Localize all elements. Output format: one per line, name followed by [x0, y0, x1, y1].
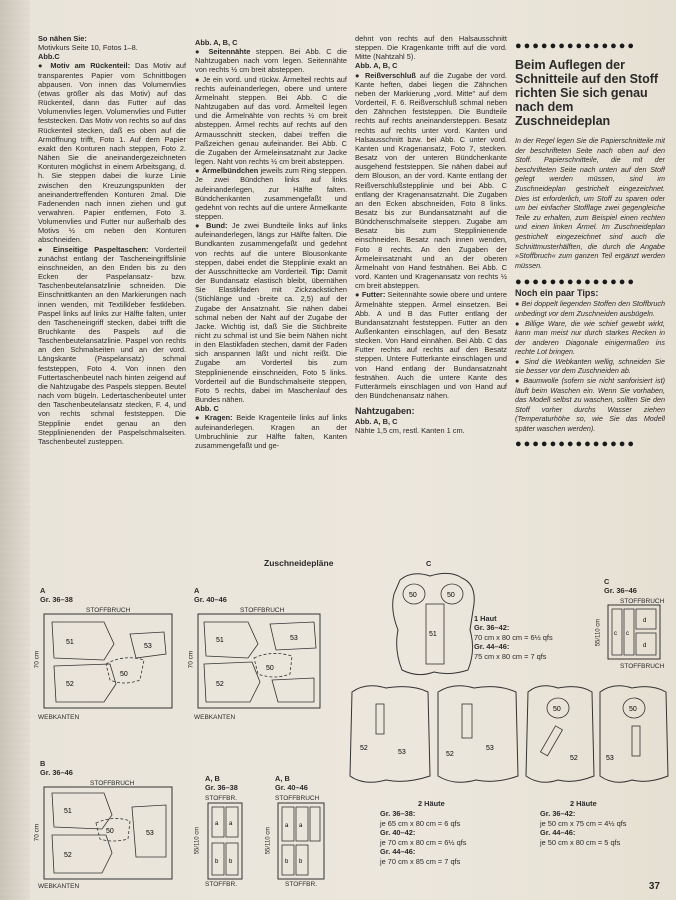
- c-one-hide-value1: 70 cm x 80 cm = 6½ qfs: [474, 633, 553, 642]
- plan-c-hide-drawing: [390, 570, 480, 678]
- plan-c-letter: C: [426, 559, 432, 568]
- plan-b-fold: STOFFBRUCH: [90, 780, 135, 787]
- cutting-plans-title: Zuschneidepläne: [264, 558, 334, 568]
- abb-label-2: Abb. A, B, C: [195, 38, 238, 47]
- plan-ab1-size: Gr. 36–38: [205, 783, 238, 792]
- plan-c-right-size: Gr. 36–46: [604, 586, 637, 595]
- c-two-hides-left-size2: Gr. 40–42:: [380, 828, 416, 837]
- svg-text:50: 50: [106, 828, 114, 835]
- cuffs-label: Ärmelbündchen: [201, 166, 259, 176]
- svg-text:53: 53: [144, 643, 152, 650]
- svg-text:53: 53: [146, 830, 154, 837]
- tip-text: Damit der Bundansatz elastisch bleibt, übernähen Sie Elastikfaden mit Zickzackstichen (Stichlänge und -breite ca. 2,5) auf der Zugabe der Ansatznaht. Sie nähen dabei schmal neben der Naht auf der Zugabe der Jacke. Wichtig ist, daß Sie die Stichbreite nicht zu schmal ist und Sie beim Nähen nicht in den Elastikfaden stechen, damit der Faden sich anspannen läßt und nicht reißt. Die Zugabe am Vorderteil bis zum Stepplinienende einschneiden, Foto 5 links. Vorderteil auf die Bundschmalseite steppen, Foto 5 rechts, dabei im Maschenlauf des Bundes nähen.: [195, 266, 347, 405]
- plan-a2-size: Gr. 40–46: [194, 595, 227, 604]
- collar-text: Beide Kragenteile links auf links aufeinanderlegen. Kragen an der Umbruchlinie zur Hälfte falten, Kanten zusammengefaßt und ge-: [195, 413, 347, 450]
- plan-c-two-hides-left: [346, 680, 524, 788]
- plan-c-right-fold: STOFFBRUCH: [620, 598, 665, 605]
- plan-b-width: 70 cm: [33, 823, 41, 842]
- plan-a2-letter: A: [194, 586, 200, 595]
- zipper-label: Reißverschluß: [364, 70, 416, 80]
- c-one-hide-size2: Gr. 44–46:: [474, 642, 510, 651]
- svg-text:a: a: [215, 821, 219, 827]
- c-two-hides-right-value1: je 50 cm x 75 cm = 4½ qfs: [540, 819, 627, 828]
- c-two-hides-left-value3: je 70 cm x 85 cm = 7 qfs: [380, 857, 461, 866]
- seam-allowance-abb: Abb. A, B, C: [355, 417, 398, 427]
- dot-divider-bottom: ●●●●●●●●●●●●●●: [515, 437, 637, 450]
- svg-text:a: a: [299, 823, 303, 829]
- plan-ab2-size: Gr. 40–46: [275, 783, 308, 792]
- plan-a1-size: Gr. 36–38: [40, 595, 73, 604]
- svg-text:50: 50: [266, 665, 274, 672]
- collar-continued: dehnt von rechts auf den Halsausschnitt steppen. Die Kragenkante trifft auf die vord. Mitte (Nahtzahl 5).: [355, 34, 507, 62]
- plan-a2-drawing: [198, 614, 322, 710]
- c-two-hides-left-title: 2 Häute: [418, 799, 445, 808]
- side-seams-text: steppen. Bei Abb. C die Nahtzugaben nach vorn legen. Seitennähte von rechts ½ cm breit absteppen.: [195, 47, 347, 75]
- c-two-hides-left-value1: je 65 cm x 80 cm = 6 qfs: [380, 819, 461, 828]
- tip-2: Billige Ware, die wie schief gewebt wirkt, kann man meist nur durch starkes Recken in der anderen Diagonale einigermaßen ins rechte Lot bringen.: [515, 318, 665, 357]
- course-ref: Motivkurs Seite 10, Fotos 1–8.: [38, 43, 138, 53]
- svg-text:52: 52: [64, 852, 72, 859]
- column-4: ●●●●●●●●●●●●●● Beim Auflegen der Schnitteile auf den Stoff richten Sie sich genau nach dem Zuschneideplan In der Regel legen Sie die Papierschnitteile mit der beschrifteten Seite nach oben auf den Stoff. Papierschnitteile, die mit der beschrifteten Seite nach unten auf den Stoff gelegt werden müssen, sind im Zuschneideplan gestrichelt eingezeichnet. Dies ist erforderlich, um Stoff zu sparen oder um bei einfacher Stofflage zwei gegengleiche Teile zu erhalten, zum Beispiel einen rechten und einen linken Ärmel. Im Zuschneideplan gestrichelt eingezeichnet sind auch die Schnittmusterhälften, die durch die Angabe »Stoffbruch« zum ganzen Teil ergänzt werden müssen. ●●●●●●●●●●●●●● Noch ein paar Tips: ● Bei doppelt liegenden Stoffen den Stoffbruch unbedingt vor dem Zuschneiden ausbügeln. ● Billige Ware, die wie schief gewebt wirkt, kann man meist nur durch starkes Recken in der anderen Diagonale einigermaßen ins rechte Lot bringen. ● Sind die Webkanten wellig, schneiden Sie sie besser vor dem Zuschneiden ab. ● Baumwolle (sofern sie nicht sanforisiert ist) läuft beim Waschen ein. Wenn Sie vorhaben, das Modell selbst zu waschen, sollten Sie den Stoff vorher durchs Wasser ziehen (Temperaturhöhe so, wie Sie das Modell später waschen werden). ●●●●●●●●●●●●●●: [515, 40, 665, 450]
- tip-3: Sind die Webkanten wellig, schneiden Sie sie besser vor dem Zuschneiden ab.: [515, 356, 665, 376]
- side-seams-label: Seitennähte: [208, 47, 251, 57]
- cutting-intro: In der Regel legen Sie die Papierschnitteile mit der beschrifteten Seite nach oben auf den Stoff. Papierschnitteile, die mit der beschrifteten Seite nach unten auf den Stoff gelegt werden müssen, sind im Zuschneideplan gestrichelt eingezeichnet. Dies ist erforderlich, um Stoff zu sparen oder um bei einfacher Stofflage zwei gegengleiche Teile zu erhalten, zum Beispiel einen rechten und einen linken Ärmel. Im Zuschneideplan gestrichelt eingezeichnet sind auch die Schnittmusterhälften, die durch die Angabe »Stoffbruch« zum ganzen Teil ergänzt werden müssen.: [515, 136, 665, 270]
- svg-text:53: 53: [398, 749, 406, 756]
- svg-text:50: 50: [447, 592, 455, 599]
- lining-label: Futter:: [361, 290, 386, 300]
- svg-text:50: 50: [120, 671, 128, 678]
- sew-heading: So nähen Sie:: [38, 34, 87, 43]
- plan-ab1-letter: A, B: [205, 774, 220, 783]
- plan-a2-fold: STOFFBRUCH: [240, 607, 285, 614]
- svg-text:c: c: [614, 631, 617, 637]
- svg-text:50: 50: [553, 706, 561, 713]
- seam-allowance-heading: Nahtzugaben:: [355, 406, 415, 417]
- c-one-hide-title: 1 Haut: [474, 614, 497, 623]
- c-two-hides-left-value2: je 70 cm x 80 cm = 6½ qfs: [380, 838, 467, 847]
- svg-text:52: 52: [216, 681, 224, 688]
- abb-c-label: Abb. C: [195, 404, 219, 414]
- plan-c-right-width: 55/110 cm: [595, 618, 602, 647]
- pocket-label: Einseitige Paspeltaschen:: [53, 244, 149, 254]
- seam-allowance-text: Nähte 1,5 cm, restl. Kanten 1 cm.: [355, 426, 465, 436]
- cuffs-text: jeweils zum Ring steppen. Je zwei Bündchen links auf links aufeinanderlegen, zur Hälfte falten. Bündchenkanten zusammengefaßt und gedehnt von rechts auf die untere Ärmelkante steppen.: [195, 166, 347, 221]
- plan-a1-edge: WEBKANTEN: [38, 714, 80, 721]
- pocket-text: Vorderteil zunächst entlang der Tascheneingriffslinie einschneiden, an den Enden bis zu den Ecken der Paspelansatz- bzw. Taschenbeutelansatzlinie schneiden. Die Einschnittkanten an den Markierungen nach innen wenden, mit Textilkleber festkleben. Paspel links auf links zur Hälfte falten, unter den Tascheneingriff stecken, dabei trifft die Bruchkante des Paspels auf die Taschenbeutelansatzlinie. Paspel von rechts an den Schmalseiten und an der vord. Längskante (Paspelansatz) schmal feststeppen, Foto 4. Von innen den Futtertaschenbeutel nach hinten zeigend auf die Nahtzugabe des Paspels steppen. Beutel nach vorn bügeln. Ledertaschenbeutel unter den Taschenbeutelansatz stecken, F. 4, und von rechts schmal feststeppen. Die Stepplinie endet genau an den Stepplinienenden der Paspelschmalseiten. Taschenbeutel zusteppen.: [38, 244, 186, 446]
- plan-a1-letter: A: [40, 586, 46, 595]
- tip-4: Baumwolle (sofern sie nicht sanforisiert ist) läuft beim Waschen ein. Wenn Sie vorhaben, das Modell selbst zu waschen, sollten Sie den Stoff vorher durchs Wasser ziehen (Temperaturhöhe so, wie Sie das Modell später waschen werden).: [515, 376, 665, 434]
- zipper-text: auf die Zugabe der vord. Kante heften, dabei liegen die Zähnchen neben der Markierung „vord. Mitte" auf dem Vorderteil, F. 6. Reißverschluß schmal neben den Zähnchen feststeppen. Die Bundteile rechts auf rechts aneinandersteppen. Besatz rechts auf rechts unter vord. Kanten und Halsausschnitt bzw. bei Abb. C unter vord. Kanten und Kragenansatz, Foto 7, stecken. Besatz von der unteren Bündchenkante ausgehend feststeppen. Sie nähen dabei auf dem Blouson, an der vord. Kante entlang der Reißverschlußstepplinie und bei Abb. C entlang der Kragenansatznaht. Die Zugaben an den Ecken abschneiden, Foto 8 links. Besatz bis zur Bundansatznaht auf die Bündchenschmalseite steppen. Zugabe am Besatz bis zum Stepplinienende einschneiden. Besatz nach innen wenden, Foto 8 rechts. An den Zugaben der Ärmeleinsatznaht und an der oberen Ärmelnaht von Hand festnähen. Bei Abb. C vord. Kanten und Kragenansatz von rechts ½ cm breit absteppen.: [355, 70, 507, 291]
- svg-text:53: 53: [486, 745, 494, 752]
- tips-heading: Noch ein paar Tips:: [515, 288, 599, 299]
- svg-text:51: 51: [429, 631, 437, 638]
- tip-1: Bei doppelt liegenden Stoffen den Stoffbruch unbedingt vor dem Zuschneiden ausbügeln.: [515, 299, 665, 318]
- sleeve-text: Je ein vord. und rückw. Ärmelteil rechts auf rechts aufeinanderlegen, obere und untere Ärmelnaht steppen. Bei Abb. C die Nahtzugaben auf das vord. Ärmelteil legen und die Ärmelnähte von rechts ½ cm breit absteppen. Ärmel rechts auf rechts auf den Armausschnitt stecken, dabei treffen die Paßzeichen genau aufeinander. Bei Abb. C die Zugaben der Ärmeleinsatznaht zur Jacke legen. Naht von rechts ½ cm breit absteppen.: [195, 74, 347, 167]
- c-two-hides-right-size2: Gr. 44–46:: [540, 828, 576, 837]
- svg-text:d: d: [643, 618, 647, 624]
- piece-51: 51: [66, 639, 74, 646]
- svg-text:53: 53: [290, 635, 298, 642]
- svg-text:a: a: [285, 823, 289, 829]
- plan-b-size: Gr. 36–46: [40, 768, 73, 777]
- waistband-text: Je zwei Bundteile links auf links aufeinanderlegen, längs zur Hälfte falten. Die Bundkanten zusammengefaßt und gedehnt von rechts auf die untere Blousonkante steppen, dabei endet die Stepplinie exakt an der Ausschnittecke am Vorderteil.: [195, 221, 347, 276]
- svg-text:50: 50: [409, 592, 417, 599]
- svg-text:d: d: [643, 643, 647, 649]
- svg-text:a: a: [229, 821, 233, 827]
- lining-text: Seitennähte sowie obere und untere Ärmelnähte steppen. Ärmel einsetzen. Bei Abb. A und B das Futter entlang der Bundansatznaht feststeppen. Futter an den Außenkanten einschlagen, auf den Besatz stecken. Von Hand einnähen. Bei Abb. C das Futter rechts auf rechts auf den Besatz steppen. Untere Futterkante einschlagen und von Hand entlang der Bundansatznaht festnähen. Auch die untere Kante des Futterärmels einschlagen und von Hand auf den Bündchenansatz nähen.: [355, 290, 507, 401]
- plan-a1-drawing: [44, 614, 174, 710]
- plan-ab2-fold2: STOFFBR.: [285, 881, 318, 888]
- svg-text:50: 50: [629, 706, 637, 713]
- svg-text:52: 52: [570, 755, 578, 762]
- svg-text:52: 52: [66, 681, 74, 688]
- plan-ab2-drawing: [278, 803, 326, 881]
- c-two-hides-left-size3: Gr. 44–46:: [380, 847, 416, 856]
- cutting-title: Beim Auflegen der Schnitteile auf den Stoff richten Sie sich genau nach dem Zuschneideplan: [515, 58, 659, 128]
- plan-c-two-hides-right: [522, 680, 670, 788]
- binding-margin: [0, 0, 30, 900]
- waistband-label: Bund:: [206, 221, 228, 231]
- plan-c-right-drawing: [608, 605, 662, 661]
- plan-b-edge: WEBKANTEN: [38, 883, 80, 890]
- plan-c-right-fold2: STOFFBRUCH: [620, 663, 665, 670]
- plan-ab1-drawing: [208, 803, 244, 881]
- c-one-hide-value2: 75 cm x 80 cm = 7 qfs: [474, 652, 547, 661]
- c-one-hide-size1: Gr. 36–42:: [474, 623, 510, 632]
- plan-a1-width: 70 cm: [33, 650, 41, 669]
- plan-ab2-fold: STOFFBRUCH: [275, 795, 320, 802]
- plan-a2-edge: WEBKANTEN: [194, 714, 236, 721]
- svg-text:b: b: [285, 859, 289, 865]
- plan-ab1-fold2: STOFFBR.: [205, 881, 238, 888]
- abb-label-3: Abb. A, B, C: [355, 61, 398, 71]
- page-number: 37: [648, 881, 660, 892]
- tip-label: Tip:: [311, 266, 325, 276]
- svg-text:52: 52: [446, 751, 454, 758]
- plan-b-drawing: [44, 787, 174, 881]
- dot-divider-top: ●●●●●●●●●●●●●●: [515, 40, 637, 52]
- column-1: So nähen Sie: Motivkurs Seite 10, Fotos 1–8. Abb.C ● Motiv am Rückenteil: Das Motiv auf transparentes Papier vom Schnittbogen abpausen. Von innen das Volumenvlies (etwas größer als das Motiv) auf das Rückenteil, dann das Futter auf das Volumenvlies legen. Volumenvlies und Futter feststecken. Das Motiv von rechts so auf das Rückenteil stecken, daß es oben auf die Armöffnung trifft, Foto 1. Auf dem Papier exakt den Konturen nach steppen, Foto 2. Nähen Sie die aneinandergezeichneten Konturen möglichst in einem Arbeitsgang, d. h. Sie steppen dabei die kurze Linie zwischen den Kreuzungspunkten der aneinandertreffenden Konturen 2mal. Die Fadenenden nach innen ziehen und gut verwahren. Papier entfernen, Foto 3. Volumenvlies und Futter nur außerhalb des Motivs ½ cm neben den Konturen abschneiden. ● Einseitige Paspeltaschen: Vorderteil zunächst entlang der Tascheneingriffslinie einschneiden, an den Enden bis zu den Ecken der Paspelansatz- bzw. Taschenbeutelansatzlinie schneiden. Die Einschnittkanten an den Markierungen nach innen wenden, mit Textilkleber festkleben. Paspel links auf links zur Hälfte falten, unter den Tascheneingriff stecken, dabei trifft die Bruchkante des Paspels auf die Taschenbeutelansatzlinie. Paspel von rechts an den Schmalseiten und an der vord. Längskante (Paspelansatz) schmal feststeppen, Foto 4. Von innen den Futtertaschenbeutel nach hinten zeigend auf die Nahtzugabe des Paspels steppen. Beutel nach vorn bügeln. Ledertaschenbeutel unter den Taschenbeutelansatz stecken, F. 4, und von rechts schmal feststeppen. Die Stepplinie endet genau an den Stepplinienenden der Paspelschmalseiten. Taschenbeutel zusteppen.: [38, 34, 186, 446]
- column-2: Abb. A, B, C ● Seitennähte steppen. Bei Abb. C die Nahtzugaben nach vorn legen. Seitennähte von rechts ½ cm breit absteppen. ● Je ein vord. und rückw. Ärmelteil rechts auf rechts aufeinanderlegen, obere und untere Ärmelnaht steppen. Bei Abb. C die Nahtzugaben auf das vord. Ärmelteil legen und die Ärmelnähte von rechts ½ cm breit absteppen. Ärmel rechts auf rechts auf den Armausschnitt stecken, dabei treffen die Paßzeichen genau aufeinander. Bei Abb. C die Zugaben der Ärmeleinsatznaht zur Jacke legen. Naht von rechts ½ cm breit absteppen. ● Ärmelbündchen jeweils zum Ring steppen. Je zwei Bündchen links auf links aufeinanderlegen, zur Hälfte falten. Bündchenkanten zusammengefaßt und gedehnt von rechts auf die untere Ärmelkante steppen. ● Bund: Je zwei Bundteile links auf links aufeinanderlegen, längs zur Hälfte falten. Die Bundkanten zusammengefaßt und gedehnt von rechts auf die untere Blousonkante steppen, dabei endet die Stepplinie exakt an der Ausschnittecke am Vorderteil. Tip: Damit der Bundansatz elastisch bleibt, übernähen Sie Elastikfaden mit Zickzackstichen (Stichlänge und -breite ca. 2,5) auf der Zugabe der Ansatznaht. Sie nähen dabei schmal neben der Naht auf der Zugabe der Jacke. Wichtig ist, daß Sie die Stichbreite nicht zu schmal ist und Sie beim Nähen nicht in den Elastikfaden stechen, damit der Faden sich anspannen läßt und nicht reißt. Die Zugabe am Vorderteil bis zum Stepplinienende einschneiden, Foto 5 links. Vorderteil auf die Bundschmalseite steppen, Foto 5 rechts, dabei im Maschenlauf des Bundes nähen. Abb. C ● Kragen: Beide Kragenteile links auf links aufeinanderlegen. Kragen an der Umbruchlinie zur Hälfte falten, Kanten zusammengefaßt und ge-: [195, 38, 347, 450]
- svg-text:b: b: [229, 859, 233, 865]
- plan-b-letter: B: [40, 759, 46, 768]
- c-two-hides-right-title: 2 Häute: [570, 799, 597, 808]
- svg-text:c: c: [626, 631, 629, 637]
- motif-label: Motiv am Rückenteil:: [50, 61, 131, 71]
- c-two-hides-right-value2: je 50 cm x 80 cm = 5 qfs: [540, 838, 621, 847]
- plan-c-right-letter: C: [604, 577, 610, 586]
- c-two-hides-left-size1: Gr. 36–38:: [380, 809, 416, 818]
- svg-text:52: 52: [360, 745, 368, 752]
- plan-ab2-width: 55/110 cm: [265, 826, 272, 855]
- column-3: dehnt von rechts auf den Halsausschnitt steppen. Die Kragenkante trifft auf die vord. Mitte (Nahtzahl 5). Abb. A, B, C ● Reißverschluß auf die Zugabe der vord. Kante heften, dabei liegen die Zähnchen neben der Markierung „vord. Mitte" auf dem Vorderteil, F. 6. Reißverschluß schmal neben den Zähnchen feststeppen. Die Bundteile rechts auf rechts aneinandersteppen. Besatz rechts auf rechts unter vord. Kanten und Halsausschnitt bzw. bei Abb. C unter vord. Kanten und Kragenansatz, Foto 7, stecken. Besatz von der unteren Bündchenkante ausgehend feststeppen. Sie nähen dabei auf dem Blouson, an der vord. Kante entlang der Reißverschlußstepplinie und bei Abb. C entlang der Kragenansatznaht. Die Zugaben an den Ecken abschneiden, Foto 8 links. Besatz bis zur Bundansatznaht auf die Bündchenschmalseite steppen. Zugabe am Besatz bis zum Stepplinienende einschneiden. Besatz nach innen wenden, Foto 8 rechts. An den Zugaben der Ärmeleinsatznaht und an der oberen Ärmelnaht von Hand festnähen. Bei Abb. C vord. Kanten und Kragenansatz von rechts ½ cm breit absteppen. ● Futter: Seitennähte sowie obere und untere Ärmelnähte steppen. Ärmel einsetzen. Bei Abb. A und B das Futter entlang der Bundansatznaht feststeppen. Futter an den Außenkanten einschlagen, auf den Besatz stecken. Von Hand einnähen. Bei Abb. C das Futter rechts auf rechts auf den Besatz steppen. Untere Futterkante einschlagen und von Hand entlang der Bundansatznaht festnähen. Auch die untere Kante des Futterärmels einschlagen und von Hand auf den Bündchenansatz nähen. Nahtzugaben: Abb. A, B, C Nähte 1,5 cm, restl. Kanten 1 cm.: [355, 34, 507, 436]
- svg-text:b: b: [215, 859, 219, 865]
- motif-text: Das Motiv auf transparentes Papier vom Schnittbogen abpausen. Von innen das Volumenvlies (etwas größer als das Motiv) auf das Rückenteil, dann das Futter auf das Volumenvlies legen. Volumenvlies und Futter feststecken. Das Motiv von rechts so auf das Rückenteil stecken, daß es oben auf die Armöffnung trifft, Foto 1. Auf dem Papier exakt den Konturen nach steppen, Foto 2. Nähen Sie die aneinandergezeichneten Konturen möglichst in einem Arbeitsgang, d. h. Sie steppen dabei die kurze Linie zwischen den Kreuzungspunkten der aneinandertreffenden Konturen 2mal. Die Fadenenden nach innen ziehen und gut verwahren. Papier entfernen, Foto 3. Volumenvlies und Futter nur außerhalb des Motivs ½ cm neben den Konturen abschneiden.: [38, 61, 186, 245]
- svg-text:51: 51: [216, 637, 224, 644]
- dot-divider-mid: ●●●●●●●●●●●●●●: [515, 276, 637, 289]
- plan-ab1-width: 55/110 cm: [194, 826, 201, 855]
- collar-label: Kragen:: [204, 413, 233, 423]
- plan-ab2-letter: A, B: [275, 774, 290, 783]
- abb-label: Abb.C: [38, 52, 60, 62]
- svg-text:51: 51: [64, 808, 72, 815]
- svg-text:b: b: [299, 859, 303, 865]
- plan-a2-width: 70 cm: [187, 650, 195, 669]
- svg-text:53: 53: [606, 755, 614, 762]
- plan-ab1-fold: STOFFBR.: [205, 795, 238, 802]
- plan-a1-fold: STOFFBRUCH: [86, 607, 131, 614]
- c-two-hides-right-size1: Gr. 36–42:: [540, 809, 576, 818]
